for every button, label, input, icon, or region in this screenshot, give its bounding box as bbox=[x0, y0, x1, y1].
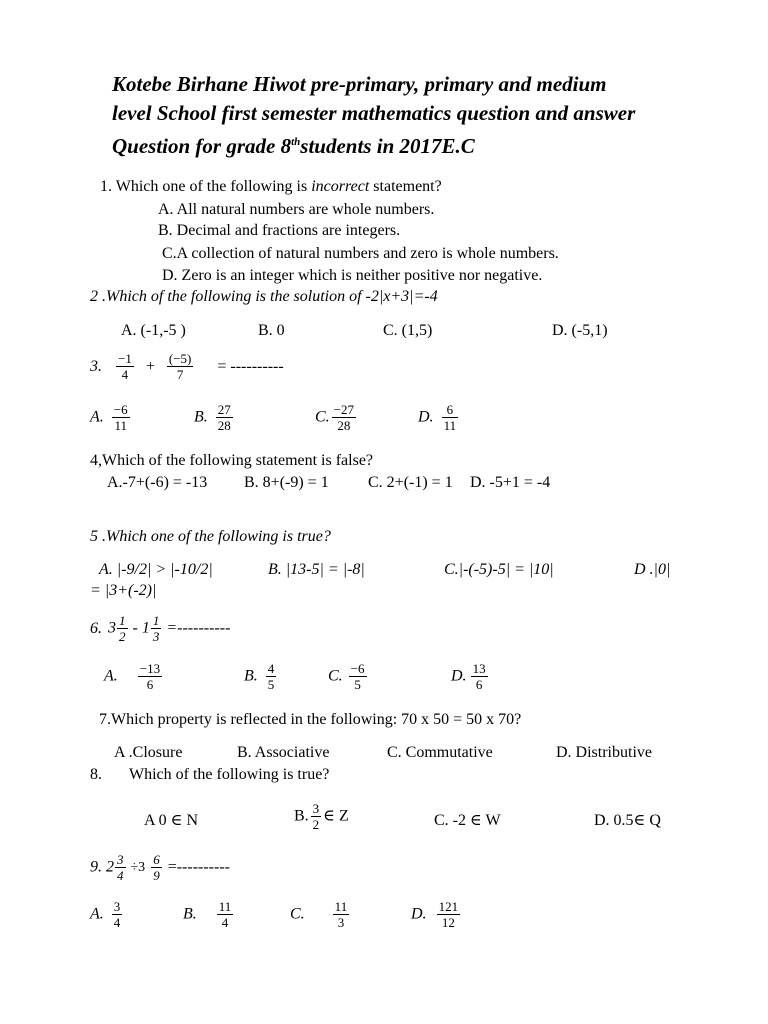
q8-option-d: D. 0.5∈ Q bbox=[594, 812, 661, 829]
q5-option-c: C.|-(-5)-5| = |10| bbox=[444, 561, 554, 578]
title-superscript: th bbox=[291, 136, 301, 148]
q5-option-a: A. |-9/2| > |-10/2| bbox=[99, 561, 213, 578]
q1-option-b: B. Decimal and fractions are integers. bbox=[158, 222, 401, 239]
q8-option-c: C. -2 ∈ W bbox=[434, 812, 501, 829]
q9-option-c: C. $\frac{11}{3}$ bbox=[290, 899, 348, 930]
title-line-3: Question for grade 8thstudents in 2017E.C bbox=[112, 134, 475, 158]
q8-option-b: B. $\frac{3}{2}$ ∈ Z bbox=[294, 801, 349, 832]
q6-option-d: D. $\frac{13}{6}$ bbox=[451, 661, 486, 692]
q3-option-b: B. $\frac{27}{28}$ bbox=[194, 402, 231, 433]
q4-option-c: C. 2+(-1) = 1 bbox=[368, 474, 453, 491]
q6-option-c: C. $\frac{-6}{5}$ bbox=[328, 661, 365, 692]
q7-option-a: A .Closure bbox=[114, 744, 183, 761]
title-line-1: Kotebe Birhane Hiwot pre-primary, primary and medium bbox=[112, 72, 607, 96]
q7-option-b: B. Associative bbox=[237, 744, 330, 761]
q5-option-d: D .|0| bbox=[634, 561, 671, 578]
q3-option-a: A. $\frac{-6}{11}$ bbox=[90, 402, 128, 433]
q8-number: 8. bbox=[90, 766, 102, 783]
q2-option-c: C. (1,5) bbox=[383, 322, 433, 339]
q7-option-d: D. Distributive bbox=[556, 744, 652, 761]
q3-option-d: D. $\frac{6}{11}$ bbox=[418, 402, 457, 433]
q1-option-c: C.A collection of natural numbers and zero is whole numbers. bbox=[162, 245, 559, 262]
q5-option-d-continued: = |3+(-2)| bbox=[90, 582, 157, 599]
q2-stem: 2 .Which of the following is the solution of -2|x+3|=-4 bbox=[90, 288, 438, 305]
document-title bbox=[112, 70, 635, 161]
q4-stem: 4,Which of the following statement is false? bbox=[90, 452, 374, 469]
q4-option-a: A.-7+(-6) = -13 bbox=[107, 474, 208, 491]
q9-option-b: B. $\frac{11}{4}$ bbox=[183, 899, 232, 930]
q8-stem: Which of the following is true? bbox=[129, 766, 330, 783]
q9-option-d: D. $\frac{121}{12}$ bbox=[411, 899, 459, 930]
q3-fraction-1: $\frac{-1}{4}$ bbox=[118, 351, 132, 382]
q4-option-b: B. 8+(-9) = 1 bbox=[244, 474, 329, 491]
q3-expression: 3. $\frac{-1}{4}$ + $\frac{(-5)}{7}$ = ---------- bbox=[90, 351, 284, 382]
q7-option-c: C. Commutative bbox=[387, 744, 493, 761]
q2-option-a: A. (-1,-5 ) bbox=[121, 322, 186, 339]
q4-option-d: D. -5+1 = -4 bbox=[470, 474, 551, 491]
q1-option-d: D. Zero is an integer which is neither positive nor negative. bbox=[162, 267, 543, 284]
title-line-2: level School first semester mathematics question and answer bbox=[112, 101, 636, 125]
q5-option-b: B. |13-5| = |-8| bbox=[268, 561, 365, 578]
q3-fraction-2: $\frac{(-5)}{7}$ bbox=[168, 351, 192, 382]
q9-option-a: A. $\frac{3}{4}$ bbox=[90, 899, 121, 930]
q1-option-a: A. All natural numbers are whole numbers. bbox=[158, 201, 435, 218]
q2-option-b: B. 0 bbox=[258, 322, 285, 339]
q9-expression: 9. 2 $\frac{3}{4}$ ÷3 $\frac{6}{9}$ =---------- bbox=[90, 852, 230, 883]
q5-stem: 5 .Which one of the following is true? bbox=[90, 528, 331, 545]
q6-expression: 6. 3 $\frac{1}{2}$ - 1 $\frac{1}{3}$ =---------- bbox=[90, 613, 231, 644]
q1-stem: 1. Which one of the following is incorrect statement? bbox=[100, 178, 442, 195]
q6-option-a: A. $\frac{-13}{6}$ bbox=[104, 661, 161, 692]
q2-option-d: D. (-5,1) bbox=[552, 322, 608, 339]
q8-option-a: A 0 ∈ N bbox=[144, 812, 199, 829]
q6-option-b: B. $\frac{4}{5}$ bbox=[244, 661, 275, 692]
q3-option-c: C. $\frac{-27}{28}$ bbox=[315, 402, 355, 433]
q7-stem: 7.Which property is reflected in the following: 70 x 50 = 50 x 70? bbox=[99, 711, 522, 728]
